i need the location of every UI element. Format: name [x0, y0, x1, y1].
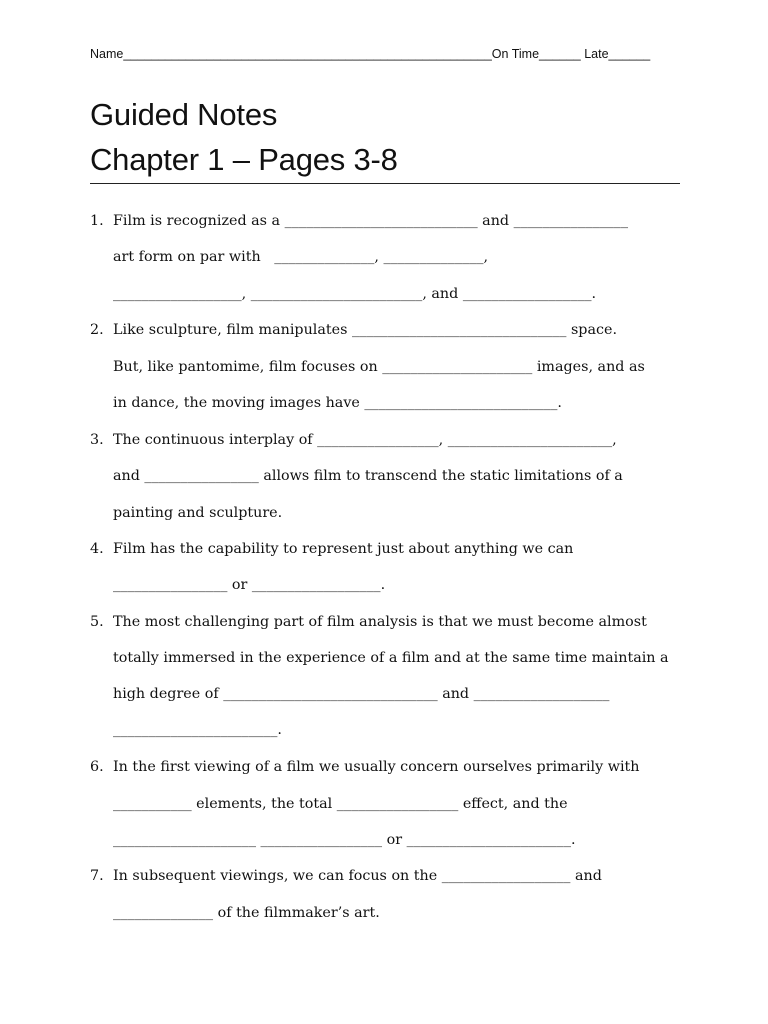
question-line: art form on par with ______________, ______________,	[113, 249, 489, 265]
question-line: __________________, ________________________, and __________________.	[113, 286, 597, 302]
question-line: The continuous interplay of _________________, _______________________,	[113, 432, 617, 448]
page-subtitle: Chapter 1 – Pages 3-8	[90, 142, 398, 177]
question-line: In the first viewing of a film we usually concern ourselves primarily with	[113, 759, 640, 775]
question-line: totally immersed in the experience of a film and at the same time maintain a	[113, 650, 669, 666]
question-line: Film has the capability to represent just about anything we can	[113, 541, 574, 557]
question-number: 4.	[90, 541, 104, 557]
question-number: 7.	[90, 868, 104, 884]
question-number: 2.	[90, 322, 104, 338]
question-line: ___________ elements, the total _________________ effect, and the	[113, 796, 568, 812]
question-line: and ________________ allows film to transcend the static limitations of a	[113, 468, 623, 484]
question-number: 6.	[90, 759, 104, 775]
question-line: in dance, the moving images have ___________________________.	[113, 395, 562, 411]
question-line: ______________ of the filmmaker’s art.	[113, 905, 380, 921]
question-number: 5.	[90, 614, 104, 630]
question-number: 3.	[90, 432, 104, 448]
question-line: Film is recognized as a ___________________________ and ________________	[113, 213, 628, 229]
question-line: But, like pantomime, film focuses on _____________________ images, and as	[113, 359, 645, 375]
question-line: ____________________ _________________ or _______________________.	[113, 832, 576, 848]
header-line: Name_____________________________________________________On Time______ Late______	[90, 47, 651, 61]
question-line: high degree of ______________________________ and ___________________	[113, 686, 610, 702]
title-rule	[90, 183, 680, 184]
question-line: The most challenging part of film analysis is that we must become almost	[113, 614, 647, 630]
question-line: ________________ or __________________.	[113, 577, 386, 593]
question-line: In subsequent viewings, we can focus on the __________________ and	[113, 868, 602, 884]
question-line: _______________________.	[113, 722, 282, 738]
question-line: Like sculpture, film manipulates ______________________________ space.	[113, 322, 617, 338]
question-number: 1.	[90, 213, 104, 229]
page-title: Guided Notes	[90, 97, 278, 132]
question-line: painting and sculpture.	[113, 505, 283, 521]
